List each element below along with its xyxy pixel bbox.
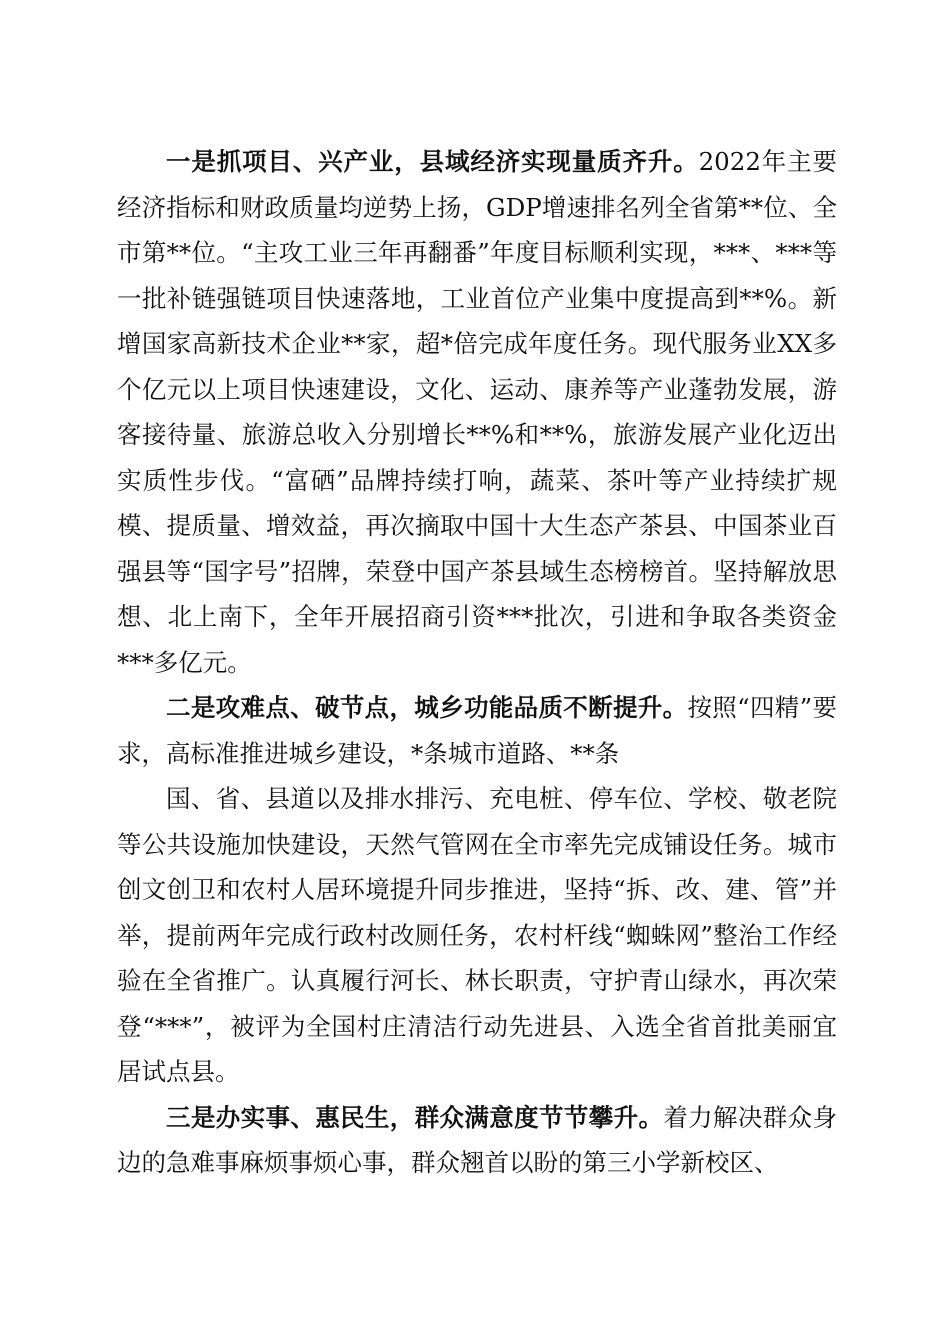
paragraph-text: 按照“四精”要求，高标准推进城乡建设，*条城市道路、**条 <box>117 693 837 768</box>
paragraph-lead: 一是抓项目、兴产业，县域经济实现量质齐升。 <box>166 147 699 176</box>
paragraph-lead: 二是攻难点、破节点，城乡功能品质不断提升。 <box>166 693 688 722</box>
paragraph-livelihood <box>117 1095 837 1186</box>
document-body <box>117 139 837 1186</box>
paragraph-urban-rural-continued <box>117 776 837 1095</box>
paragraph-lead: 三是办实事、惠民生，群众满意度节节攀升。 <box>166 1102 664 1132</box>
paragraph-text: 2022年主要经济指标和财政质量均逆势上扬，GDP增速排名列全省第**位、全市第**位。“主攻工业三年再翻番”年度目标顺利实现，***、***等一批补链强链项目快速落地，工业首位产业集中度提高到**%。新增国家高新技术企业**家，超*倍完成年度任务。现代服务业XX多个亿元以上项目快速建设，文化、运动、康养等产业蓬勃发展，游客接待量、旅游总收入分别增长**%和**%，旅游发展产业化迈出实质性步伐。“富硒”品牌持续打响，蔬菜、茶叶等产业持续扩规模、提质量、增效益，再次摘取中国十大生态产茶县、中国茶业百强县等“国字号”招牌，荣登中国产茶县域生态榜榜首。坚持解放思想、北上南下，全年开展招商引资***批次，引进和争取各类资金***多亿元。 <box>117 147 837 677</box>
paragraph-text: 着力解决群众身边的急难事麻烦事烦心事，群众翘首以盼的第三小学新校区、 <box>117 1102 838 1177</box>
paragraph-urban-rural <box>117 685 837 776</box>
paragraph-industry <box>117 139 837 685</box>
paragraph-text: 国、省、县道以及排水排污、充电桩、停车位、学校、敬老院等公共设施加快建设，天然气管网在全市率先完成铺设任务。城市创文创卫和农村人居环境提升同步推进，坚持“拆、改、建、管”并举，提前两年完成行政村改厕任务，农村杆线“蜘蛛网”整治工作经验在全省推广。认真履行河长、林长职责，守护青山绿水，再次荣登“***”，被评为全国村庄清洁行动先进县、入选全省首批美丽宜居试点县。 <box>117 784 837 1086</box>
